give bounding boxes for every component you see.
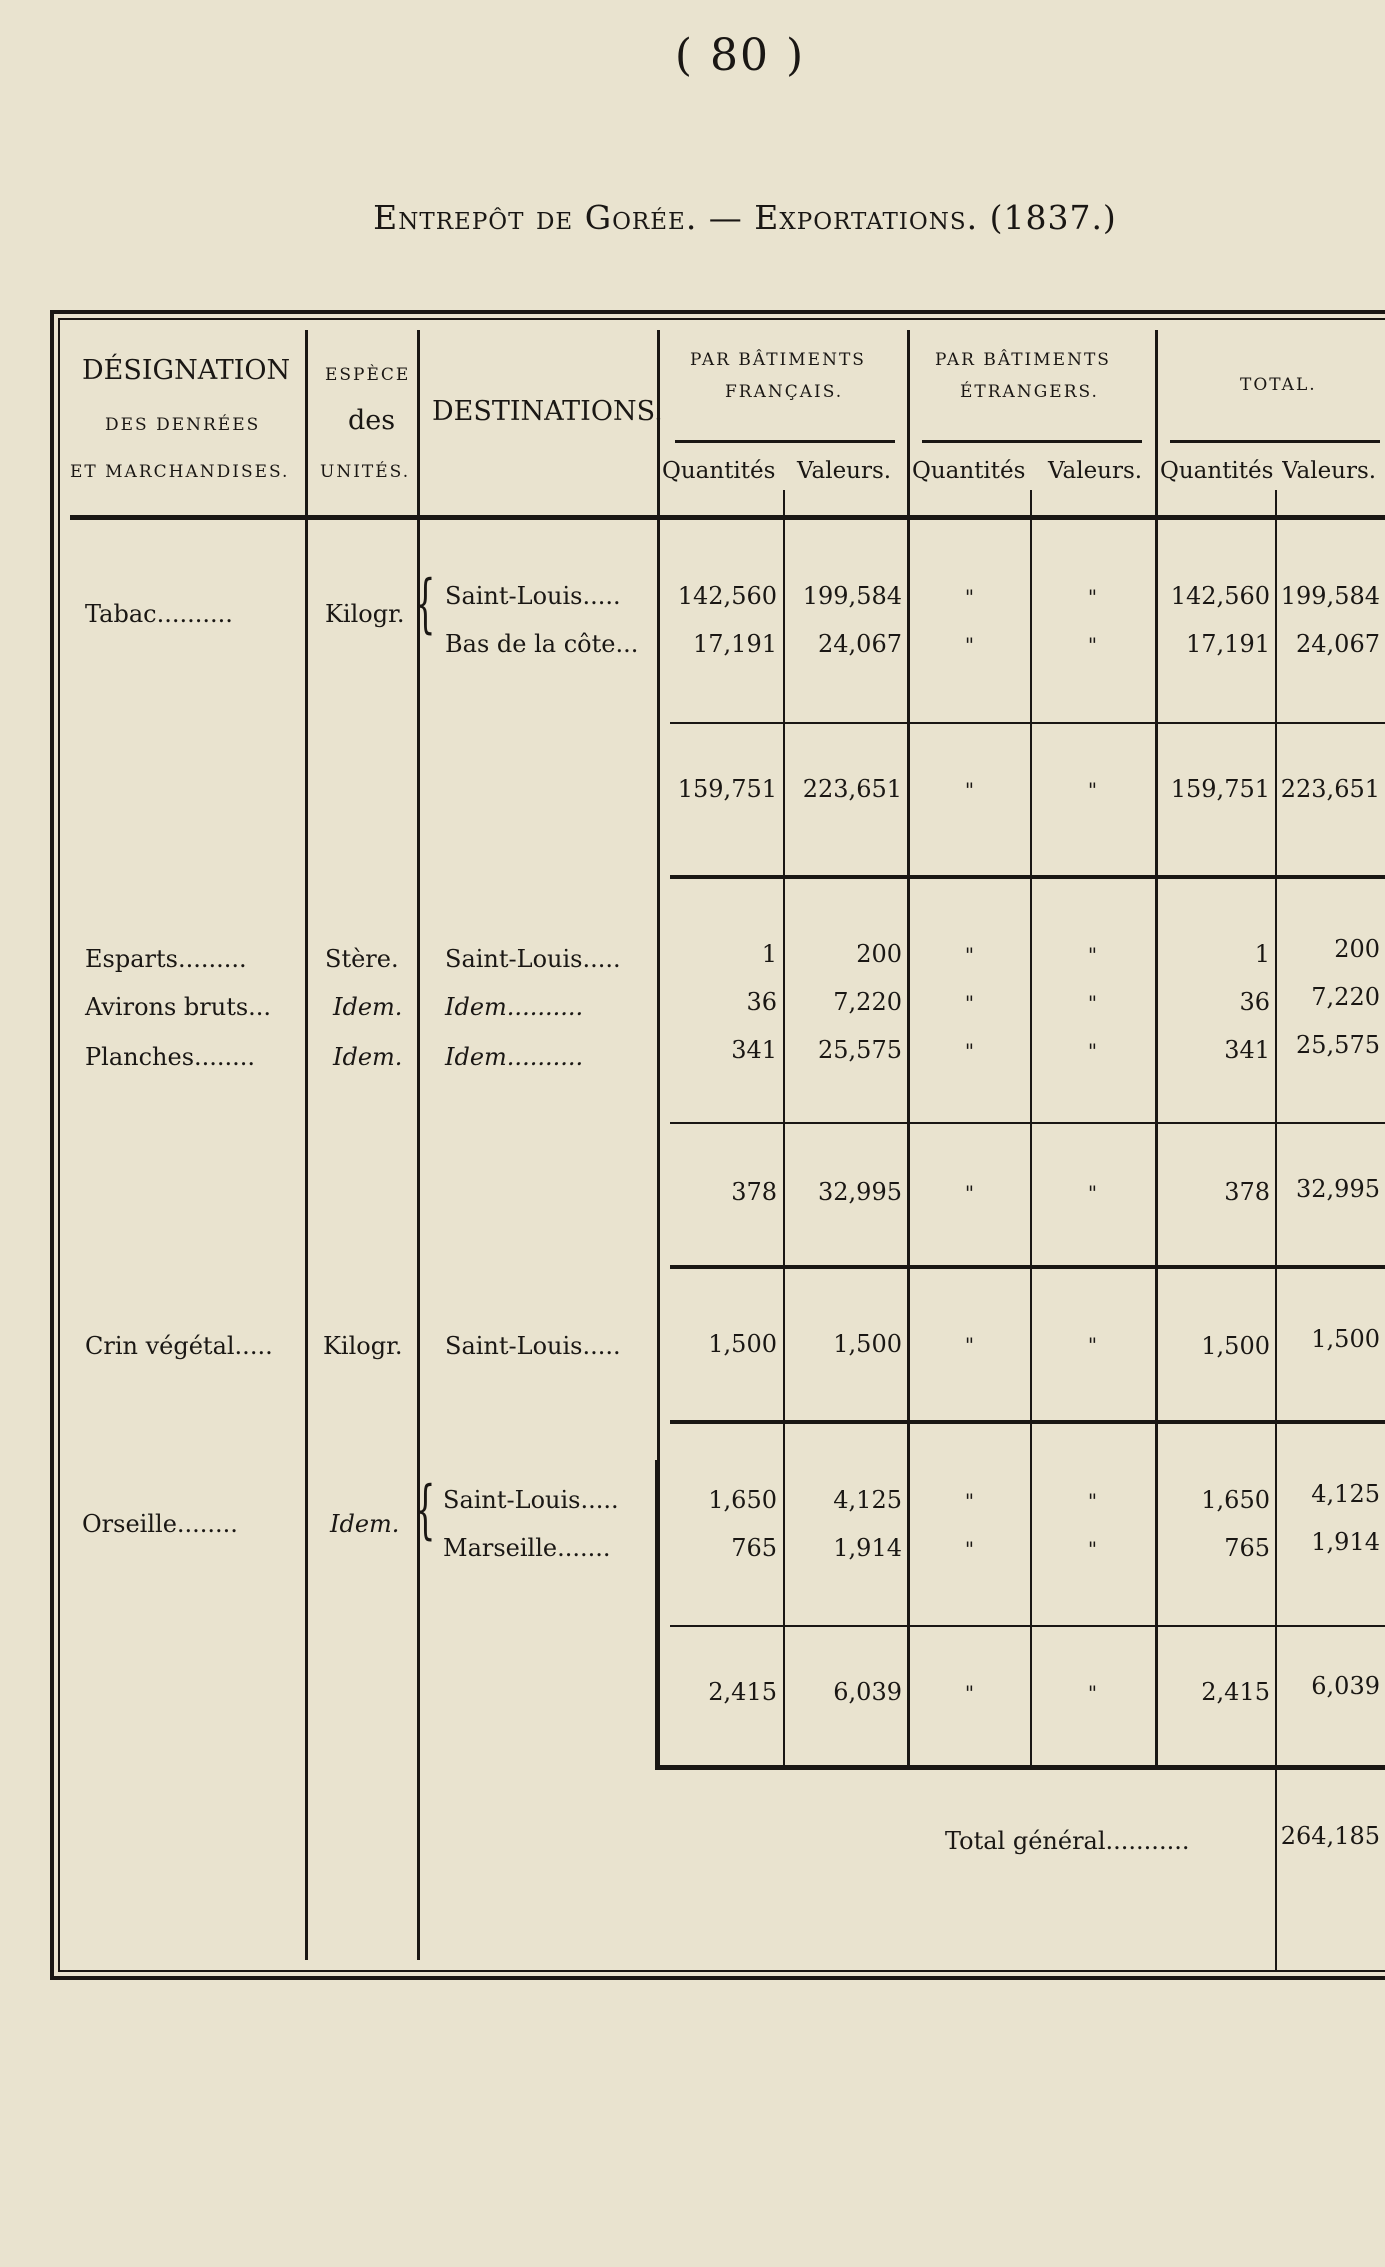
row-et-valeur: " (1087, 633, 1098, 657)
subtotal-et-quantite: " (964, 778, 975, 802)
group-end-rule (670, 1265, 1385, 1269)
header-fr-quantites: Quantités (662, 458, 776, 484)
row-fr-quantite: 1,500 (708, 1330, 777, 1358)
row-fr-valeur: 25,575 (818, 1036, 902, 1064)
row-destination: Idem.......... (445, 993, 584, 1021)
row-et-quantite: " (964, 1333, 975, 1357)
row-fr-valeur: 200 (856, 940, 902, 968)
group-rule-total (1170, 440, 1380, 443)
exports-table (50, 310, 1385, 1980)
row-et-valeur: " (1087, 991, 1098, 1015)
subtotal-rule (670, 1625, 1385, 1627)
row-et-quantite: " (964, 585, 975, 609)
subtotal-et-quantite: " (964, 1181, 975, 1205)
subtotal-et-valeur: " (1087, 1681, 1098, 1705)
row-total-valeur: 4,125 (1311, 1480, 1380, 1508)
subtotal-fr-quantite: 2,415 (708, 1678, 777, 1706)
row-total-quantite: 36 (1239, 988, 1270, 1016)
row-total-quantite: 142,560 (1170, 582, 1270, 610)
row-et-valeur: " (1087, 1333, 1098, 1357)
row-fr-quantite: 341 (731, 1036, 777, 1064)
row-unit: Stère. (325, 945, 399, 973)
row-fr-valeur: 24,067 (818, 630, 902, 658)
subtotal-fr-valeur: 32,995 (818, 1178, 902, 1206)
col-rule-et-qty (1030, 490, 1032, 1770)
numeric-block-bottom-rule (655, 1765, 1385, 1770)
row-fr-valeur: 7,220 (833, 988, 902, 1016)
row-fr-quantite: 17,191 (693, 630, 777, 658)
row-destination: Saint-Louis..... (445, 582, 621, 610)
row-total-quantite: 765 (1224, 1534, 1270, 1562)
row-fr-valeur: 1,500 (833, 1330, 902, 1358)
subtotal-et-valeur: " (1087, 1181, 1098, 1205)
row-designation: Orseille........ (82, 1510, 238, 1538)
row-destination: Marseille....... (443, 1534, 611, 1562)
header-francais-1: PAR BÂTIMENTS (690, 350, 866, 370)
col-rule-fr-qty (783, 490, 785, 1770)
header-designation-1: DÉSIGNATION (82, 355, 291, 386)
row-fr-quantite: 142,560 (677, 582, 777, 610)
row-et-valeur: " (1087, 1489, 1098, 1513)
subtotal-et-valeur: " (1087, 778, 1098, 802)
group-end-rule (670, 875, 1385, 879)
row-fr-valeur: 4,125 (833, 1486, 902, 1514)
brace-tabac: { (415, 567, 436, 641)
row-unit: Idem. (333, 993, 403, 1021)
row-unit: Kilogr. (323, 1332, 403, 1360)
row-designation: Avirons bruts... (85, 993, 272, 1021)
row-total-valeur: 24,067 (1296, 630, 1380, 658)
row-et-quantite: " (964, 1039, 975, 1063)
total-general-label: Total général........... (945, 1827, 1190, 1855)
row-designation: Planches........ (85, 1043, 256, 1071)
row-total-valeur: 25,575 (1296, 1031, 1380, 1059)
row-unit: Idem. (330, 1510, 400, 1538)
total-general-value: 264,185 (1280, 1822, 1380, 1850)
row-et-quantite: " (964, 633, 975, 657)
row-unit: Kilogr. (325, 600, 405, 628)
numeric-block-left-rule (655, 1460, 658, 1770)
header-et-quantites: Quantités (912, 458, 1026, 484)
header-destinations: DESTINATIONS. (432, 396, 663, 427)
row-destination: Bas de la côte... (445, 630, 639, 658)
row-total-valeur: 7,220 (1311, 983, 1380, 1011)
row-fr-valeur: 1,914 (833, 1534, 902, 1562)
header-etrangers-1: PAR BÂTIMENTS (935, 350, 1111, 370)
header-designation-3: ET MARCHANDISES. (70, 462, 290, 482)
row-unit: Idem. (333, 1043, 403, 1071)
subtotal-fr-quantite: 159,751 (677, 775, 777, 803)
row-fr-quantite: 765 (731, 1534, 777, 1562)
row-destination: Saint-Louis..... (443, 1486, 619, 1514)
row-total-quantite: 1 (1254, 940, 1270, 968)
group-rule-etrangers (922, 440, 1142, 443)
subtotal-total-valeur: 32,995 (1296, 1175, 1380, 1203)
group-end-rule (670, 1420, 1385, 1424)
subtotal-total-quantite: 159,751 (1170, 775, 1270, 803)
row-destination: Saint-Louis..... (445, 1332, 621, 1360)
row-total-quantite: 17,191 (1186, 630, 1270, 658)
subtotal-et-quantite: " (964, 1681, 975, 1705)
header-total-quantites: Quantités (1160, 458, 1274, 484)
row-total-valeur: 1,500 (1311, 1325, 1380, 1353)
header-espece-3: UNITÉS. (320, 462, 411, 482)
table-inner-frame (58, 318, 1385, 1972)
row-destination: Idem.......... (445, 1043, 584, 1071)
group-rule-francais (675, 440, 895, 443)
row-total-quantite: 341 (1224, 1036, 1270, 1064)
row-total-valeur: 200 (1334, 935, 1380, 963)
row-total-quantite: 1,500 (1201, 1332, 1270, 1360)
brace-orseille: { (415, 1473, 436, 1547)
header-etrangers-2: ÉTRANGERS. (960, 382, 1099, 402)
row-et-valeur: " (1087, 1537, 1098, 1561)
row-total-valeur: 199,584 (1280, 582, 1380, 610)
subtotal-total-valeur: 223,651 (1280, 775, 1380, 803)
header-bottom-rule (70, 515, 1385, 520)
page-number: ( 80 ) (674, 30, 806, 81)
row-et-quantite: " (964, 1537, 975, 1561)
header-designation-2: DES DENRÉES (105, 415, 261, 435)
header-espece-1: ESPÈCE (325, 365, 411, 385)
header-fr-valeurs: Valeurs. (797, 458, 892, 484)
row-fr-quantite: 36 (746, 988, 777, 1016)
header-total-valeurs: Valeurs. (1282, 458, 1377, 484)
col-rule-designation (305, 330, 308, 1960)
row-et-quantite: " (964, 991, 975, 1015)
subtotal-rule (670, 1122, 1385, 1124)
row-et-valeur: " (1087, 1039, 1098, 1063)
header-francais-2: FRANÇAIS. (725, 382, 844, 402)
page-title: Entrepôt de Gorée. — Exportations. (1837.) (373, 198, 1117, 237)
row-fr-quantite: 1 (761, 940, 777, 968)
col-rule-etrangers (1155, 330, 1158, 1770)
subtotal-rule (670, 722, 1385, 724)
subtotal-total-valeur: 6,039 (1311, 1672, 1380, 1700)
header-et-valeurs: Valeurs. (1048, 458, 1143, 484)
row-destination: Saint-Louis..... (445, 945, 621, 973)
row-total-valeur: 1,914 (1311, 1528, 1380, 1556)
subtotal-fr-valeur: 223,651 (802, 775, 902, 803)
subtotal-total-quantite: 2,415 (1201, 1678, 1270, 1706)
row-et-quantite: " (964, 943, 975, 967)
col-rule-total-qty (1275, 490, 1277, 1970)
row-et-quantite: " (964, 1489, 975, 1513)
row-total-quantite: 1,650 (1201, 1486, 1270, 1514)
row-et-valeur: " (1087, 943, 1098, 967)
subtotal-fr-quantite: 378 (731, 1178, 777, 1206)
header-espece-2: des (348, 405, 396, 436)
col-rule-francais (907, 330, 910, 1770)
row-designation: Tabac.......... (85, 600, 233, 628)
subtotal-fr-valeur: 6,039 (833, 1678, 902, 1706)
header-total: TOTAL. (1240, 375, 1317, 395)
row-designation: Crin végétal..... (85, 1332, 273, 1360)
row-et-valeur: " (1087, 585, 1098, 609)
row-designation: Esparts......... (85, 945, 247, 973)
row-fr-valeur: 199,584 (802, 582, 902, 610)
subtotal-total-quantite: 378 (1224, 1178, 1270, 1206)
row-fr-quantite: 1,650 (708, 1486, 777, 1514)
